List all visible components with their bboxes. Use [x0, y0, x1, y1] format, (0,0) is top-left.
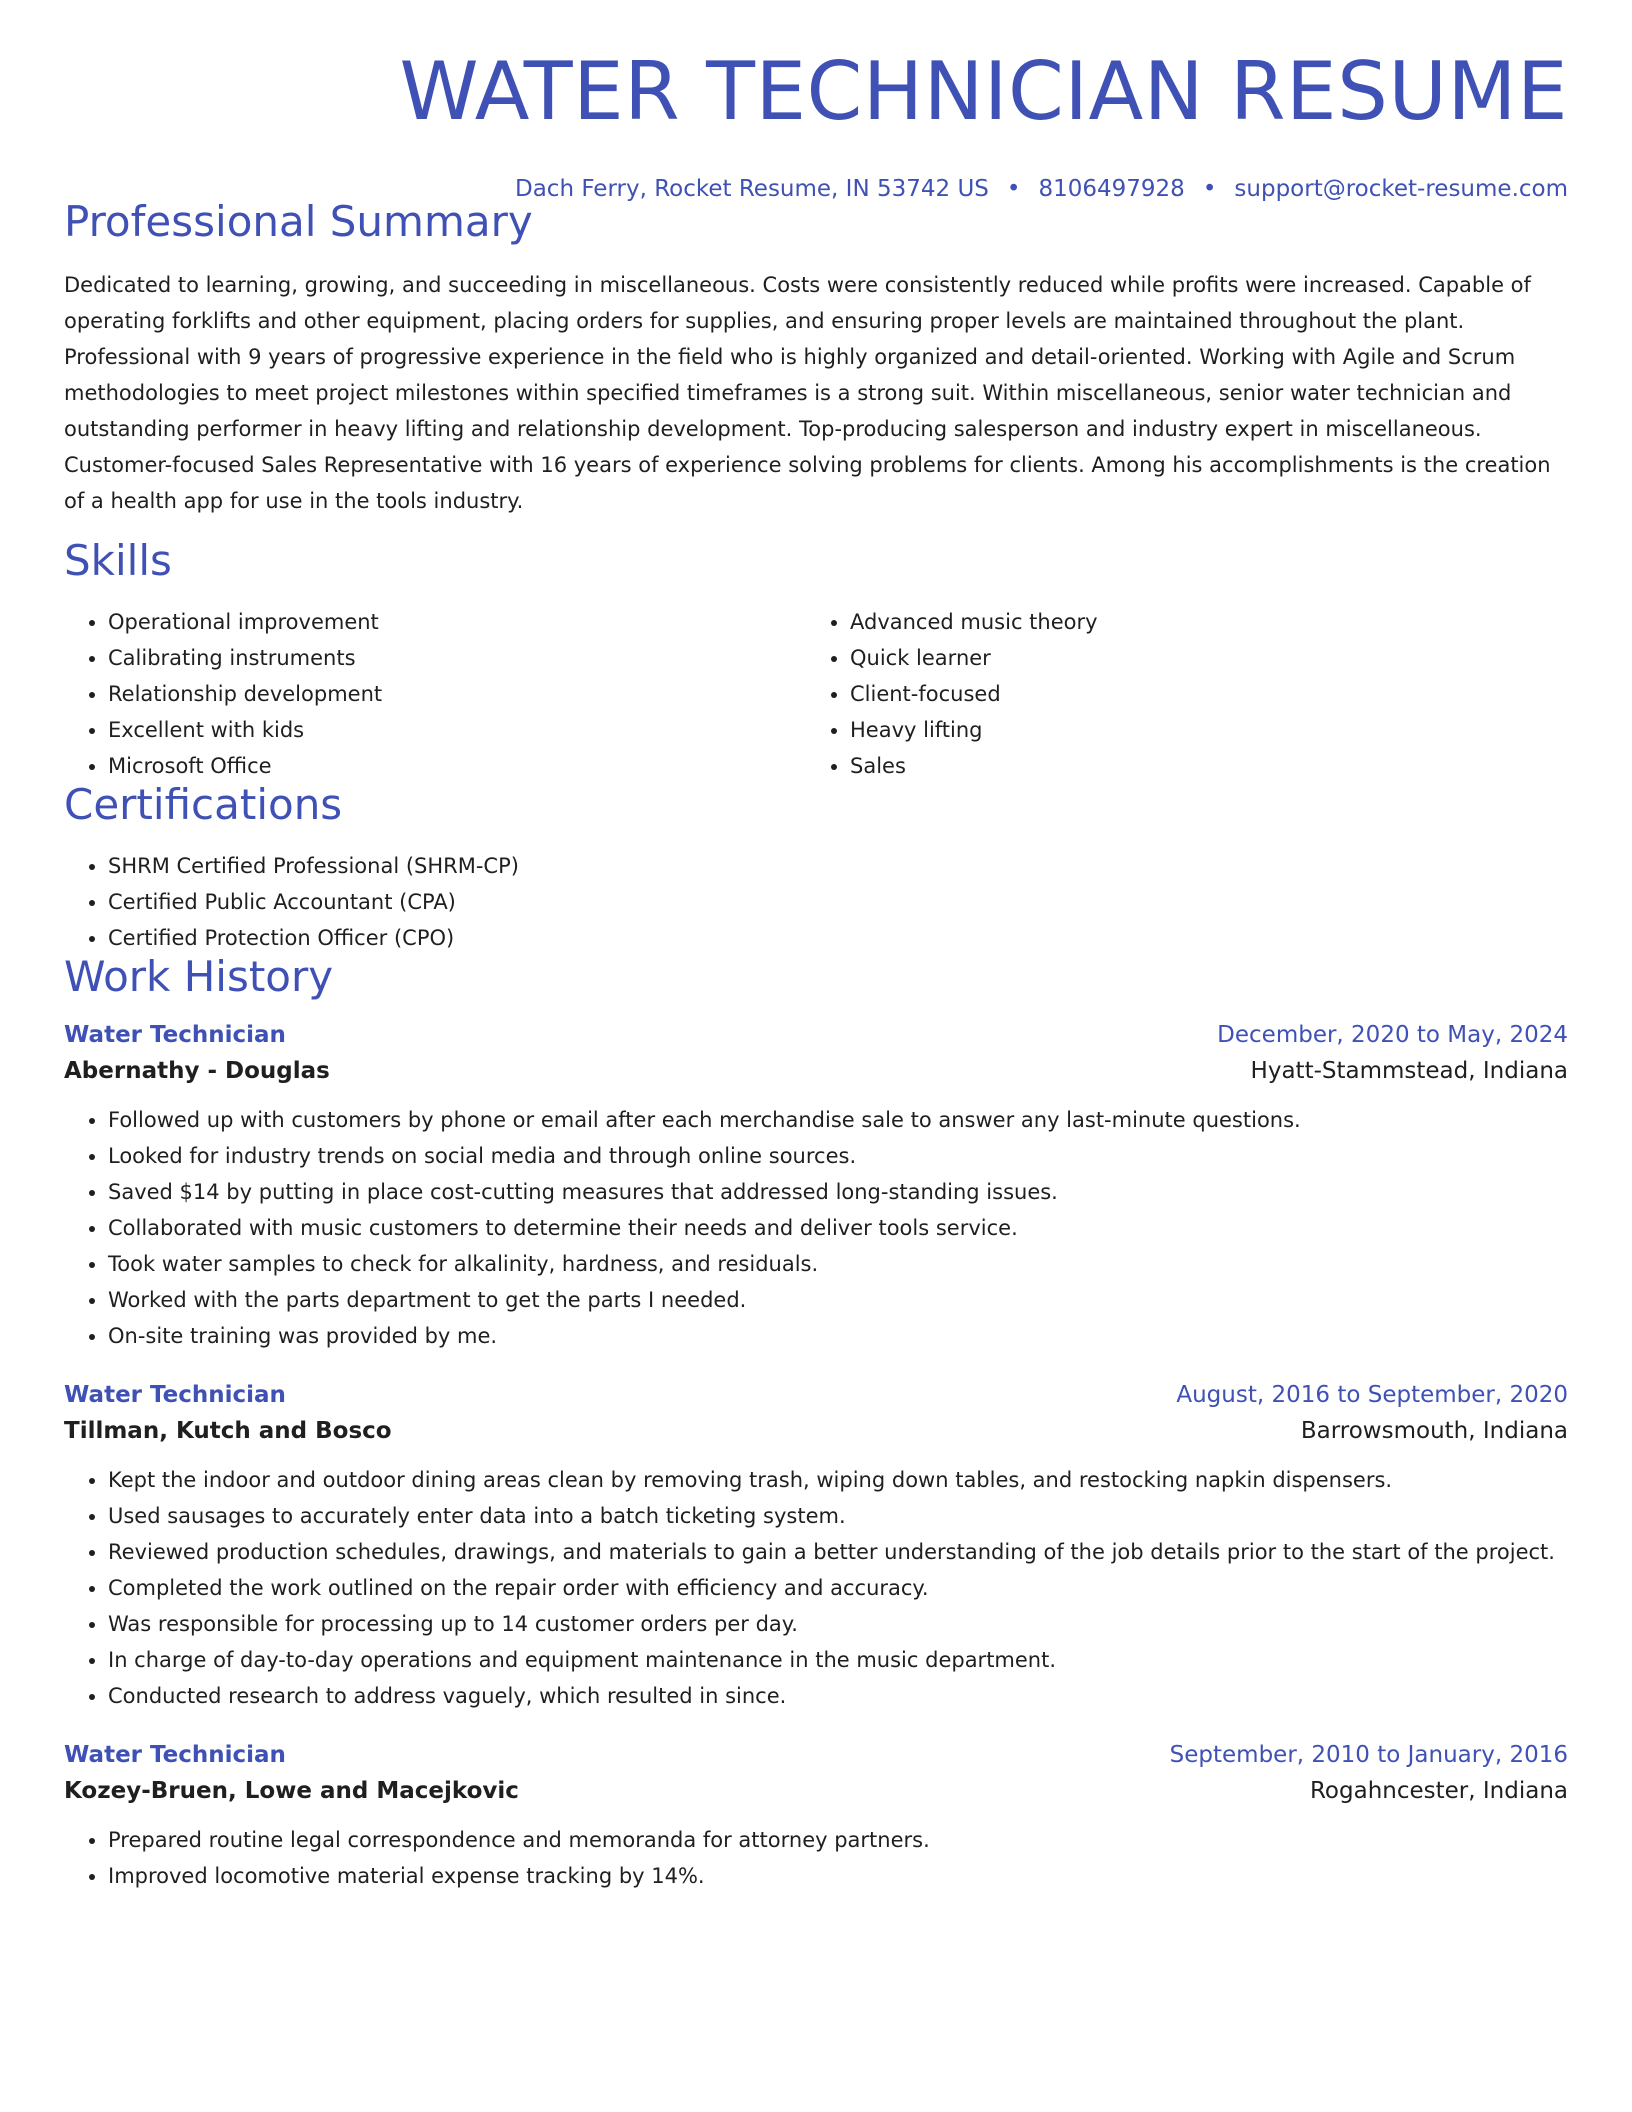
certification-item: • SHRM Certified Professional (SHRM-CP): [108, 848, 1568, 884]
job-duty-item: • Collaborated with music customers to determine their needs and deliver tools service.: [108, 1210, 1568, 1246]
job-duties-list: [64, 1822, 1568, 1894]
certifications-section: [64, 780, 1568, 956]
skill-item: • Heavy lifting: [850, 712, 1548, 748]
job-duty-item: • Followed up with customers by phone or email after each merchandise sale to answer any last-minute questions.: [108, 1102, 1568, 1138]
job-dates: December, 2020 to May, 2024: [1217, 1022, 1568, 1048]
skill-item: • Client-focused: [850, 676, 1548, 712]
job-dates: August, 2016 to September, 2020: [1176, 1382, 1568, 1408]
job-duties-list: [64, 1462, 1568, 1714]
job-company-row: [64, 1418, 1568, 1444]
job-header-row: [64, 1742, 1568, 1768]
resume-header: [64, 45, 1568, 202]
skill-item: • Sales: [850, 748, 1548, 784]
resume-title: WATER TECHNICIAN RESUME: [399, 45, 1568, 138]
skills-list-left: [64, 604, 806, 784]
job-duties-list: [64, 1102, 1568, 1354]
job-duty-item: • Conducted research to address vaguely, which resulted in since.: [108, 1678, 1568, 1714]
job-header-row: [64, 1022, 1568, 1048]
job-duty-item: • Saved $14 by putting in place cost-cutting measures that addressed long-standing issues.: [108, 1174, 1568, 1210]
contact-phone: 8106497928: [1038, 176, 1185, 202]
contact-separator: •: [1202, 176, 1217, 202]
job-title: Water Technician: [64, 1382, 286, 1408]
skills-grid: [64, 604, 1568, 784]
skill-item: • Quick learner: [850, 640, 1548, 676]
skill-item: • Operational improvement: [108, 604, 806, 640]
job-location: Hyatt-Stammstead, Indiana: [1250, 1058, 1568, 1084]
job-title: Water Technician: [64, 1742, 286, 1768]
skill-item: • Excellent with kids: [108, 712, 806, 748]
work-history-heading: Work History: [64, 952, 334, 1001]
job-entry: [64, 1382, 1568, 1714]
job-location: Barrowsmouth, Indiana: [1300, 1418, 1568, 1444]
job-duty-item: • Completed the work outlined on the repair order with efficiency and accuracy.: [108, 1570, 1568, 1606]
work-history-section: [64, 952, 1568, 1894]
job-entry: [64, 1742, 1568, 1894]
job-duty-item: • Took water samples to check for alkalinity, hardness, and residuals.: [108, 1246, 1568, 1282]
skill-item: • Advanced music theory: [850, 604, 1548, 640]
contact-address: Dach Ferry, Rocket Resume, IN 53742 US: [515, 176, 989, 202]
certifications-list: [64, 848, 1568, 956]
job-dates: September, 2010 to January, 2016: [1169, 1742, 1568, 1768]
job-duty-item: • Reviewed production schedules, drawings, and materials to gain a better understanding of the job details prior to the start of the project.: [108, 1534, 1568, 1570]
skills-list-right: [806, 604, 1548, 784]
job-duty-item: • Worked with the parts department to get the parts I needed.: [108, 1282, 1568, 1318]
job-duty-item: • In charge of day-to-day operations and equipment maintenance in the music department.: [108, 1642, 1568, 1678]
contact-separator: •: [1006, 176, 1021, 202]
skill-item: • Microsoft Office: [108, 748, 806, 784]
certification-item: • Certified Public Accountant (CPA): [108, 884, 1568, 920]
certifications-heading: Certifications: [64, 780, 343, 829]
job-duty-item: • On-site training was provided by me.: [108, 1318, 1568, 1354]
skill-item: • Calibrating instruments: [108, 640, 806, 676]
summary-section: [64, 197, 1568, 519]
job-header-row: [64, 1382, 1568, 1408]
summary-heading: Professional Summary: [64, 197, 533, 246]
certification-item: • Certified Protection Officer (CPO): [108, 920, 1568, 956]
job-title: Water Technician: [64, 1022, 286, 1048]
job-duty-item: • Improved locomotive material expense tracking by 14%.: [108, 1858, 1568, 1894]
job-company: Abernathy - Douglas: [64, 1058, 330, 1084]
job-duty-item: • Used sausages to accurately enter data into a batch ticketing system.: [108, 1498, 1568, 1534]
job-duty-item: • Prepared routine legal correspondence and memoranda for attorney partners.: [108, 1822, 1568, 1858]
job-company-row: [64, 1058, 1568, 1084]
job-duty-item: • Kept the indoor and outdoor dining areas clean by removing trash, wiping down tables, and restocking napkin dispensers.: [108, 1462, 1568, 1498]
job-duty-item: • Was responsible for processing up to 14 customer orders per day.: [108, 1606, 1568, 1642]
skills-heading: Skills: [64, 536, 172, 585]
resume-page: [64, 45, 1568, 1894]
skill-item: • Relationship development: [108, 676, 806, 712]
job-company-row: [64, 1778, 1568, 1804]
contact-email[interactable]: support@rocket-resume.com: [1234, 176, 1568, 202]
job-entry: [64, 1022, 1568, 1354]
job-company: Tillman, Kutch and Bosco: [64, 1418, 392, 1444]
job-duty-item: • Looked for industry trends on social media and through online sources.: [108, 1138, 1568, 1174]
skills-section: [64, 536, 1568, 784]
job-company: Kozey-Bruen, Lowe and Macejkovic: [64, 1778, 519, 1804]
summary-text: Dedicated to learning, growing, and succeeding in miscellaneous. Costs were consistently reduced while profits were increased. Capable of operating forklifts and other equipment, placing orders for supplies, and ensuring proper levels are maintained throughout the plant. Professional with 9 years of progressive experience in the field who is highly organized and detail-oriented. Working with Agile and Scrum methodologies to meet project milestones within specified timeframes is a strong suit. Within miscellaneous, senior water technician and outstanding performer in heavy lifting and relationship development. Top-producing salesperson and industry expert in miscellaneous. Customer-focused Sales Representative with 16 years of experience solving problems for clients. Among his accomplishments is the creation of a health app for use in the tools industry.: [64, 273, 1551, 513]
job-location: Rogahncester, Indiana: [1309, 1778, 1568, 1804]
